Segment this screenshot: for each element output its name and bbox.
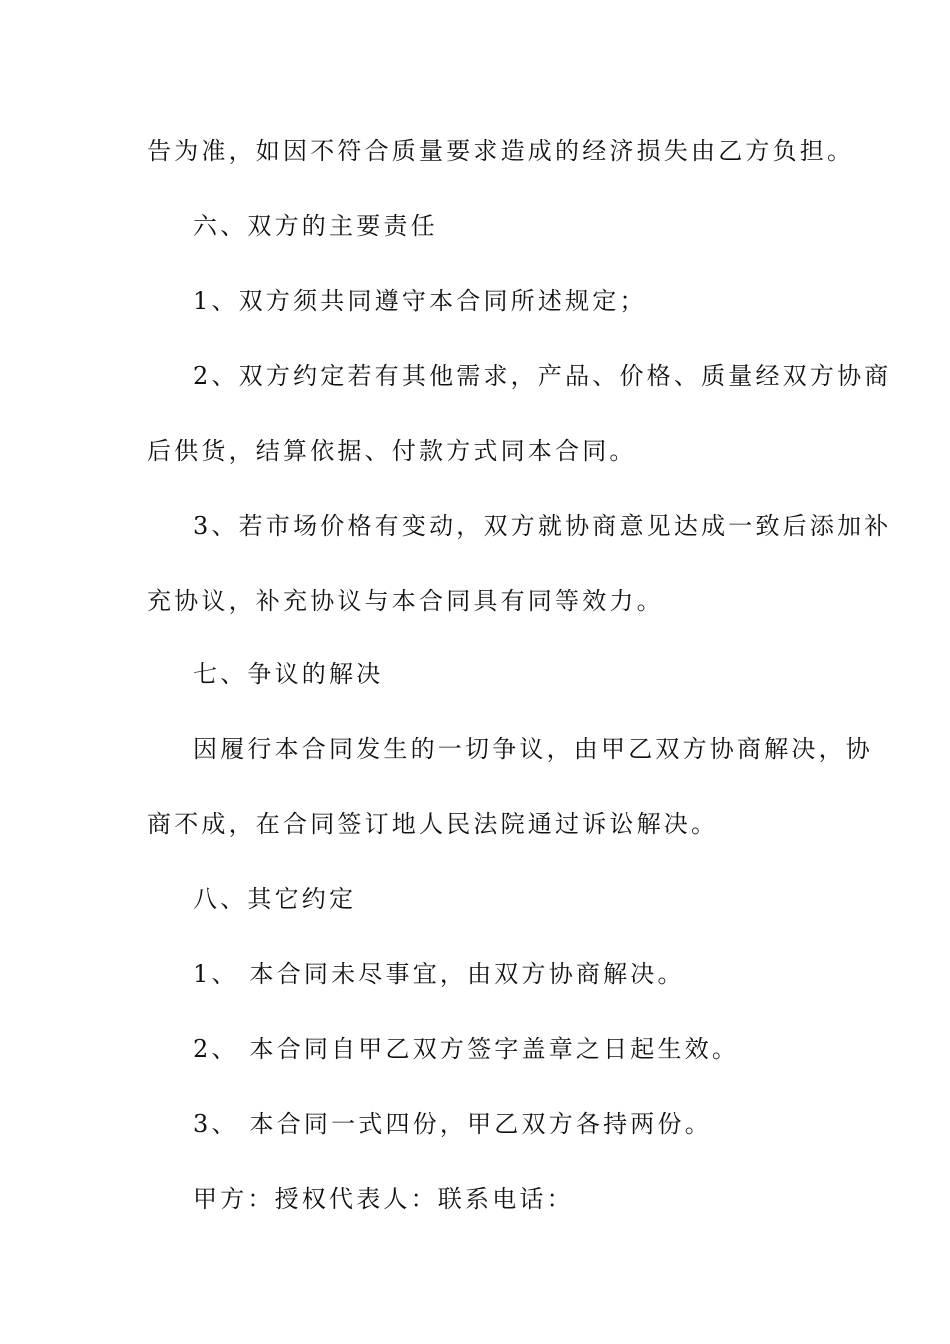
paragraph-line: 后供货，结算依据、付款方式同本合同。 — [147, 437, 637, 465]
paragraph-line: 商不成，在合同签订地人民法院通过诉讼解决。 — [147, 810, 719, 838]
section-heading-7: 七、争议的解决 — [193, 660, 384, 688]
paragraph-line: 告为准，如因不符合质量要求造成的经济损失由乙方负担。 — [147, 137, 855, 165]
paragraph-line: 充协议，补充协议与本合同具有同等效力。 — [147, 587, 664, 615]
section-heading-6: 六、双方的主要责任 — [193, 212, 438, 240]
list-item: 1、 本合同未尽事宜，由双方协商解决。 — [193, 960, 685, 988]
paragraph-line: 因履行本合同发生的一切争议，由甲乙双方协商解决，协 — [193, 735, 873, 763]
list-item: 2、 本合同自甲乙双方签字盖章之日起生效。 — [193, 1035, 740, 1063]
list-item: 3、若市场价格有变动，双方就协商意见达成一致后添加补 — [193, 512, 892, 540]
section-heading-8: 八、其它约定 — [193, 885, 357, 913]
list-item: 2、双方约定若有其他需求，产品、价格、质量经双方协商 — [193, 362, 892, 390]
signature-line: 甲方：授权代表人：联系电话： — [193, 1185, 574, 1213]
list-item: 1、双方须共同遵守本合同所述规定； — [193, 287, 647, 315]
list-item: 3、 本合同一式四份，甲乙双方各持两份。 — [193, 1110, 712, 1138]
